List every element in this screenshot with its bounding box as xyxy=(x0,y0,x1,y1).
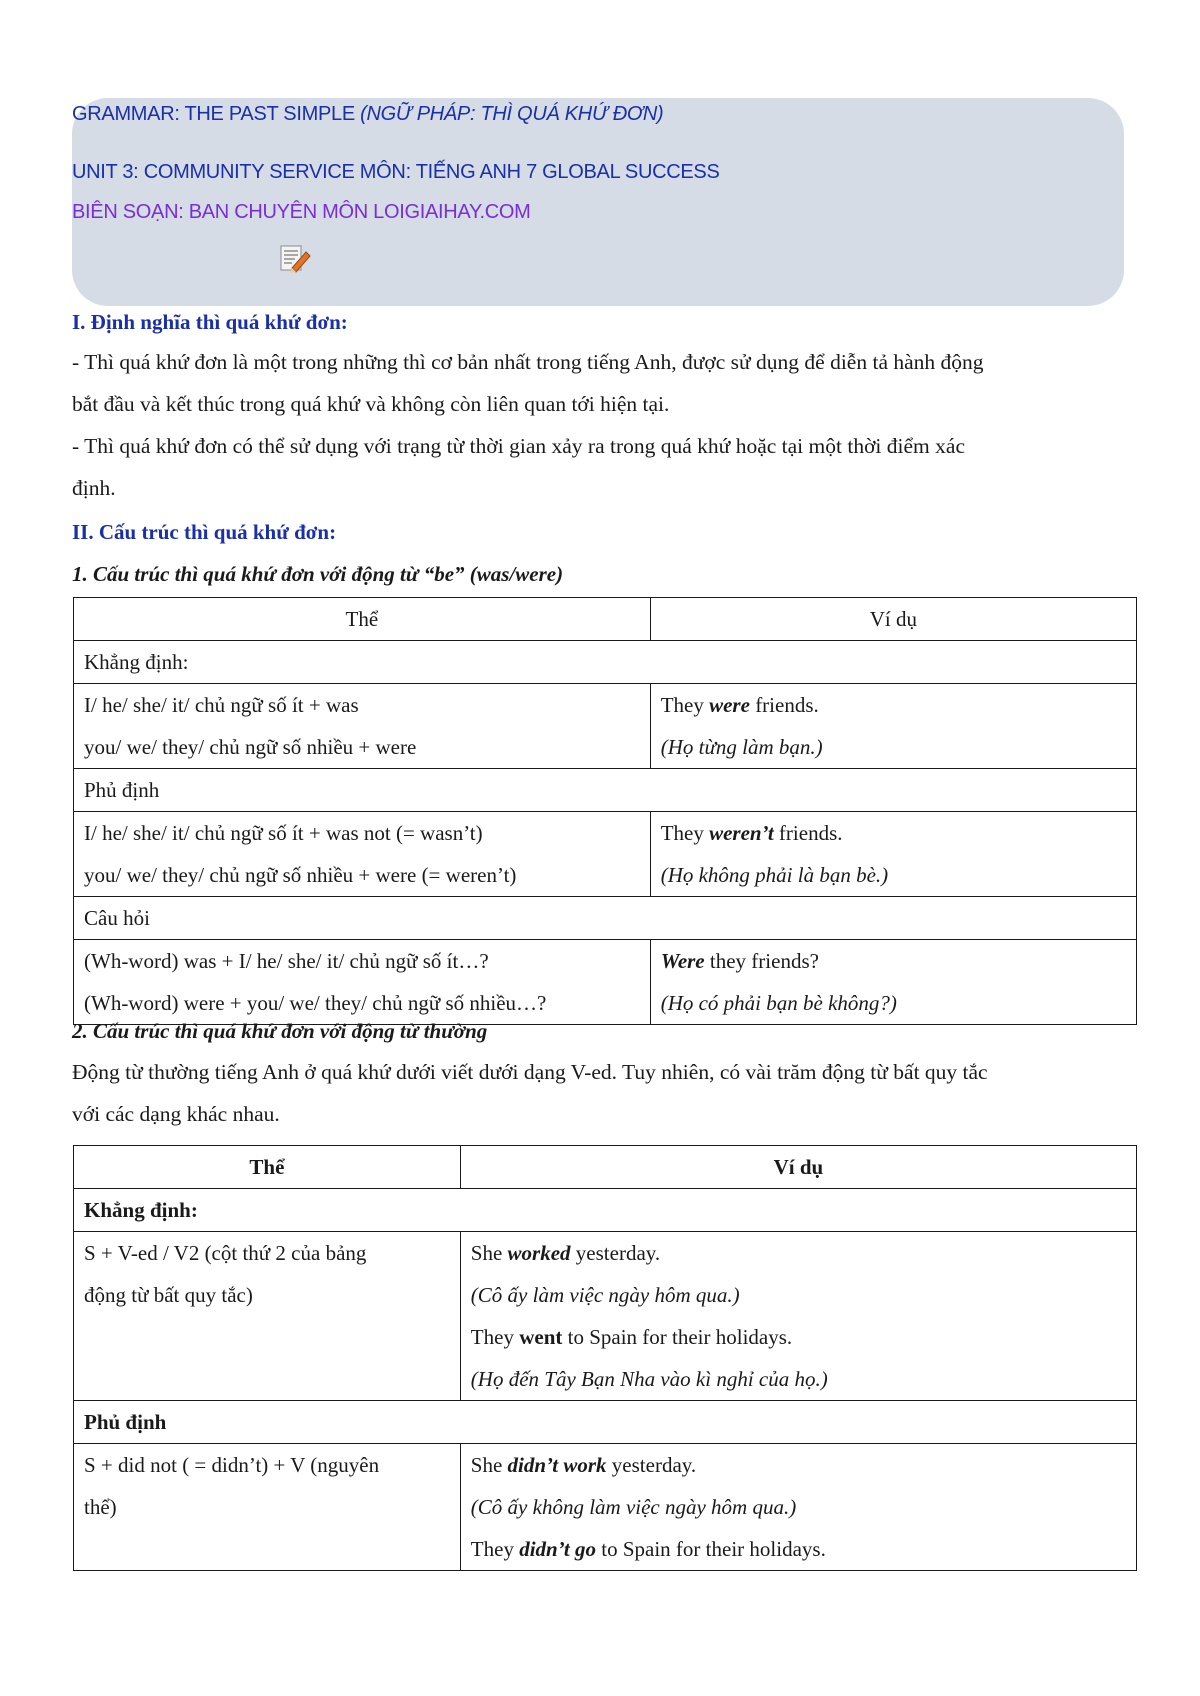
example-line: She didn’t work yesterday. xyxy=(470,1453,697,1477)
affirmative-examples xyxy=(460,1232,1136,1401)
form-line: (Wh-word) were + you/ we/ they/ chủ ngữ số nhiều…? xyxy=(84,991,547,1015)
regular-verb-table xyxy=(73,1145,1137,1571)
example-line: Were they friends? xyxy=(660,949,819,973)
affirmative-forms xyxy=(74,1232,461,1401)
title-italic: (NGỮ PHÁP: THÌ QUÁ KHỨ ĐƠN) xyxy=(360,103,664,125)
author-line: BIÊN SOẠN: BAN CHUYÊN MÔN LOIGIAIHAY.COM xyxy=(72,201,531,223)
col-header-form: Thể xyxy=(74,598,651,641)
note-pencil-icon xyxy=(278,242,312,276)
question-example xyxy=(650,940,1136,1025)
affirmative-label: Khẳng định: xyxy=(74,1189,1137,1232)
table-row xyxy=(74,641,1137,684)
paragraph-line: với các dạng khác nhau. xyxy=(72,1102,280,1126)
be-structure-table xyxy=(73,597,1137,1025)
example-line: They weren’t friends. xyxy=(660,821,843,845)
negative-label: Phủ định xyxy=(74,1401,1137,1444)
example-line: They didn’t go to Spain for their holidays. xyxy=(470,1537,826,1561)
example-line: She worked yesterday. xyxy=(470,1241,661,1265)
col-header-form: Thể xyxy=(74,1146,461,1189)
form-line: I/ he/ she/ it/ chủ ngữ số ít + was xyxy=(84,693,359,717)
form-line: S + did not ( = didn’t) + V (nguyên xyxy=(84,1453,380,1477)
translation-line: (Họ từng làm bạn.) xyxy=(660,735,823,759)
section-1-text xyxy=(72,341,1132,509)
col-header-example: Ví dụ xyxy=(650,598,1136,641)
table-row xyxy=(74,684,1137,769)
translation-line: (Họ không phải là bạn bè.) xyxy=(660,863,889,887)
section-1-line: - Thì quá khứ đơn có thể sử dụng với trạng từ thời gian xảy ra trong quá khứ hoặc tại một thời điểm xác xyxy=(72,434,965,458)
table-row xyxy=(74,1232,1137,1401)
title-main: GRAMMAR: THE PAST SIMPLE xyxy=(72,103,361,125)
question-label: Câu hỏi xyxy=(74,897,1137,940)
form-line: I/ he/ she/ it/ chủ ngữ số ít + was not (= wasn’t) xyxy=(84,821,483,845)
table-row xyxy=(74,1401,1137,1444)
table-row xyxy=(74,769,1137,812)
translation-line: (Họ có phải bạn bè không?) xyxy=(660,991,897,1015)
table-row xyxy=(74,940,1137,1025)
form-line: you/ we/ they/ chủ ngữ số nhiều + were xyxy=(84,735,417,759)
paragraph-line: Động từ thường tiếng Anh ở quá khứ dưới viết dưới dạng V-ed. Tuy nhiên, có vài trăm động từ bất quy tắc xyxy=(72,1060,988,1084)
negative-label: Phủ định xyxy=(74,769,1137,812)
table-row xyxy=(74,812,1137,897)
section-2-heading: II. Cấu trúc thì quá khứ đơn: xyxy=(72,520,337,544)
affirmative-forms xyxy=(74,684,651,769)
document-title xyxy=(72,103,663,126)
translation-line: (Cô ấy làm việc ngày hôm qua.) xyxy=(470,1283,740,1307)
form-line: (Wh-word) was + I/ he/ she/ it/ chủ ngữ số ít…? xyxy=(84,949,489,973)
translation-line: (Cô ấy không làm việc ngày hôm qua.) xyxy=(470,1495,797,1519)
question-forms xyxy=(74,940,651,1025)
negative-forms xyxy=(74,812,651,897)
col-header-example: Ví dụ xyxy=(460,1146,1136,1189)
subsection-1-heading: 1. Cấu trúc thì quá khứ đơn với động từ “be” (was/were) xyxy=(72,562,564,586)
unit-line: UNIT 3: COMMUNITY SERVICE MÔN: TIẾNG ANH 7 GLOBAL SUCCESS xyxy=(72,161,720,183)
affirmative-example xyxy=(650,684,1136,769)
negative-example xyxy=(650,812,1136,897)
section-1-line: bắt đầu và kết thúc trong quá khứ và không còn liên quan tới hiện tại. xyxy=(72,392,670,416)
subsection-2-text xyxy=(72,1051,1132,1135)
table-header-row xyxy=(74,598,1137,641)
subsection-2-heading: 2. Cấu trúc thì quá khứ đơn với động từ thường xyxy=(72,1019,488,1043)
negative-examples xyxy=(460,1444,1136,1571)
table-row xyxy=(74,897,1137,940)
table-row xyxy=(74,1444,1137,1571)
example-line: They went to Spain for their holidays. xyxy=(470,1325,793,1349)
form-line: thể) xyxy=(84,1495,117,1519)
section-1-line: - Thì quá khứ đơn là một trong những thì cơ bản nhất trong tiếng Anh, được sử dụng để diễn tả hành động xyxy=(72,350,984,374)
section-1-heading: I. Định nghĩa thì quá khứ đơn: xyxy=(72,310,348,334)
section-1-line: định. xyxy=(72,476,116,500)
table-header-row xyxy=(74,1146,1137,1189)
example-line: They were friends. xyxy=(660,693,819,717)
form-line: động từ bất quy tắc) xyxy=(84,1283,253,1307)
affirmative-label: Khẳng định: xyxy=(74,641,1137,684)
form-line: S + V-ed / V2 (cột thứ 2 của bảng xyxy=(84,1241,367,1265)
negative-forms xyxy=(74,1444,461,1571)
form-line: you/ we/ they/ chủ ngữ số nhiều + were (= weren’t) xyxy=(84,863,517,887)
table-row xyxy=(74,1189,1137,1232)
translation-line: (Họ đến Tây Bạn Nha vào kì nghỉ của họ.) xyxy=(470,1367,828,1391)
